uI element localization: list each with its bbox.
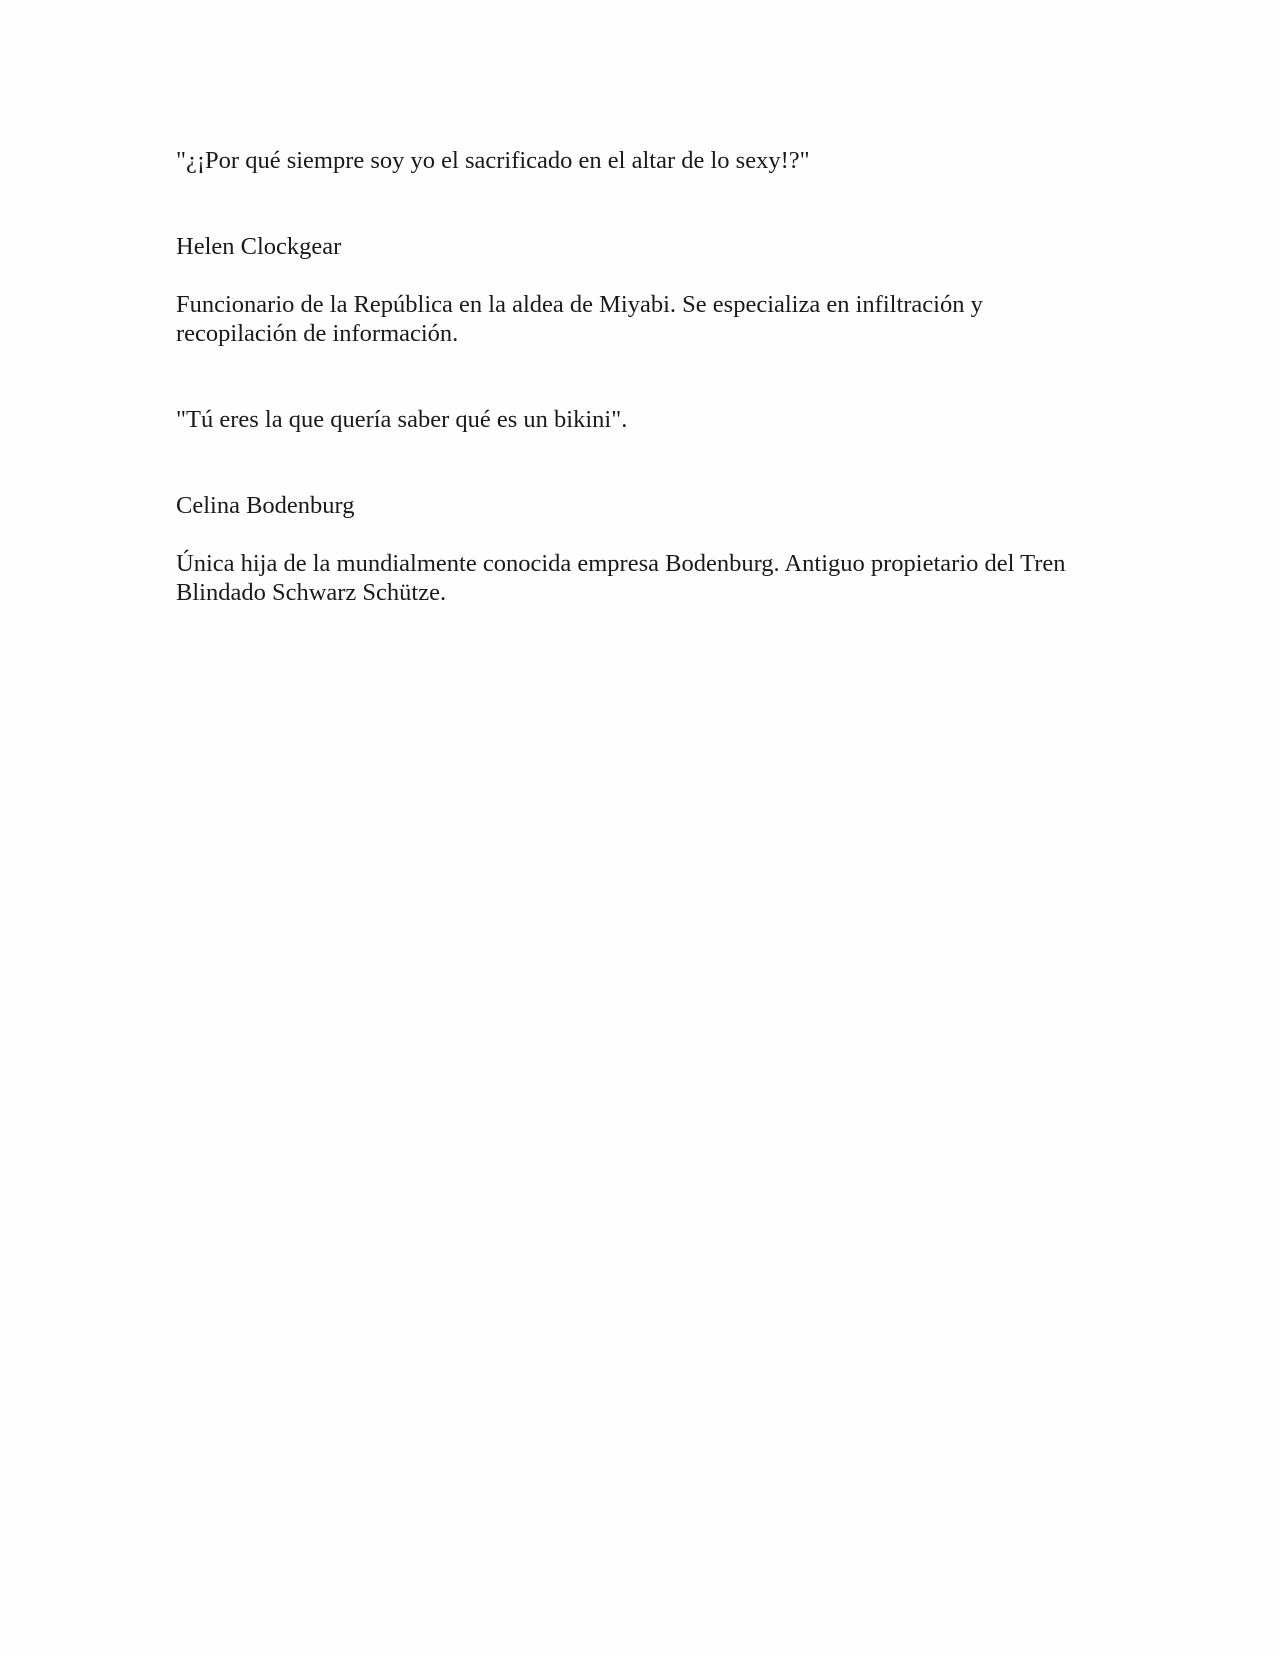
character-quote: "Tú eres la que quería saber qué es un bikini". — [176, 406, 628, 433]
character-description: Única hija de la mundialmente conocida empresa Bodenburg. Antiguo propietario del Tren Blindado Schwarz Schütze. — [176, 550, 1066, 606]
document-body — [176, 146, 1106, 607]
character-name: Helen Clockgear — [176, 233, 342, 260]
character-name: Celina Bodenburg — [176, 492, 355, 519]
character-description: Funcionario de la República en la aldea de Miyabi. Se especializa en infiltración y recopilación de información. — [176, 291, 983, 347]
character-quote: "¿¡Por qué siempre soy yo el sacrificado en el altar de lo sexy!?" — [176, 147, 810, 174]
